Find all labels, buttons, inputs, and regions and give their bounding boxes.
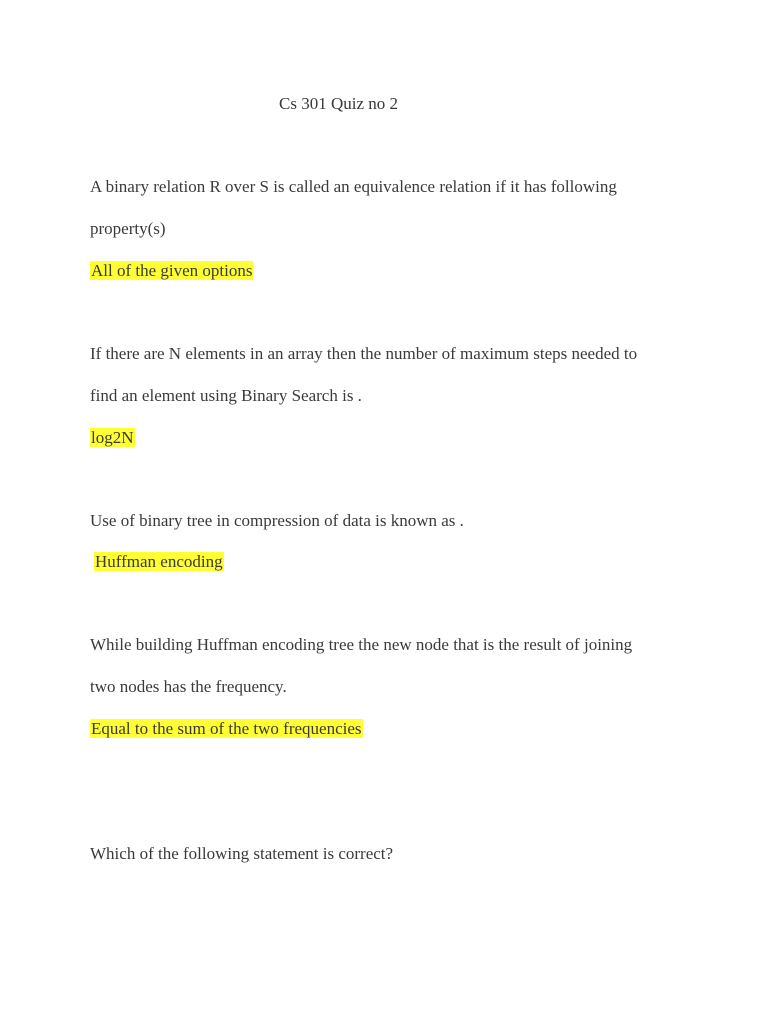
question-4-line-1: While building Huffman encoding tree the new node that is the result of joining [90, 635, 633, 654]
answer-2 [90, 427, 135, 449]
answer-1 [90, 260, 253, 282]
answer-4 [90, 718, 363, 740]
answer-2-highlight: log2N [91, 428, 134, 447]
question-5-line-1: Which of the following statement is correct? [90, 844, 394, 863]
answer-4-highlight: Equal to the sum of the two frequencies [91, 719, 362, 738]
answer-3-highlight: Huffman encoding [95, 552, 223, 571]
page-title: Cs 301 Quiz no 2 [279, 94, 398, 113]
question-1-line-1: A binary relation R over S is called an equivalence relation if it has following [90, 177, 617, 196]
question-2-line-1: If there are N elements in an array then the number of maximum steps needed to [90, 344, 638, 363]
question-2-line-2: find an element using Binary Search is . [90, 386, 362, 405]
question-3-line-1: Use of binary tree in compression of data is known as . [90, 511, 464, 530]
question-1-line-2: property(s) [90, 219, 166, 238]
question-4-line-2: two nodes has the frequency. [90, 677, 287, 696]
answer-3 [90, 551, 224, 573]
answer-1-highlight: All of the given options [91, 261, 253, 280]
